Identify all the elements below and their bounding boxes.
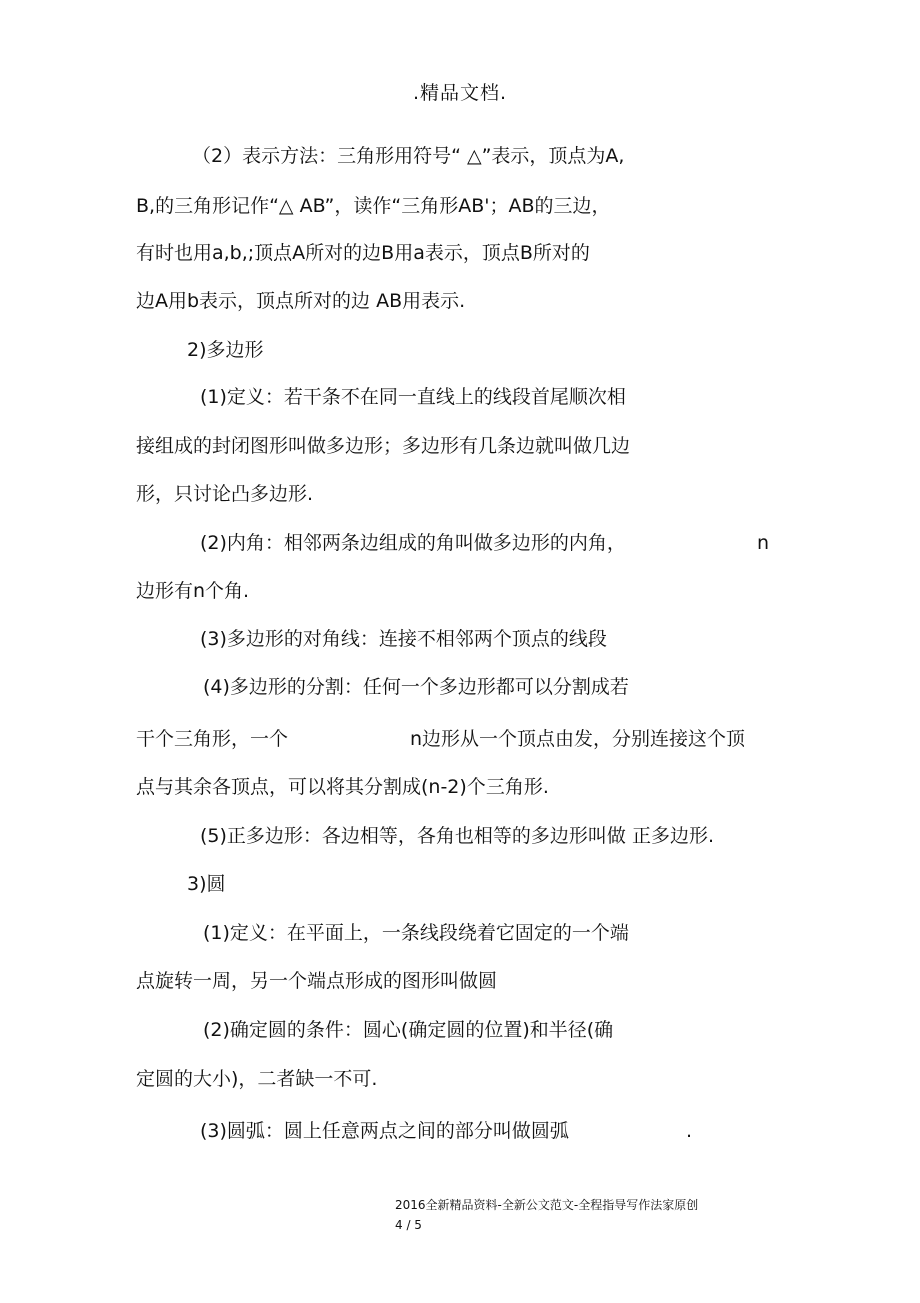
document-header: .精品文档. xyxy=(412,82,508,104)
section-heading: 2)多边形 xyxy=(187,339,264,361)
text-line: 有时也用a,b,;顶点A所对的边B用a表示，顶点B所对的 xyxy=(136,242,590,264)
footer-source: 2016全新精品资料-全新公文范文-全程指导写作法家原创 xyxy=(395,1198,699,1212)
text-line: (1)定义：若干条不在同一直线上的线段首尾顺次相 xyxy=(200,386,626,408)
text-line: 形，只讨论凸多边形. xyxy=(136,483,314,505)
text-line: n边形从一个顶点由发，分别连接这个顶 xyxy=(410,728,746,750)
text-line: (5)正多边形：各边相等，各角也相等的多边形叫做 正多边形. xyxy=(200,825,714,847)
text-line: 边A用b表示，顶点所对的边 AB用表示. xyxy=(136,290,466,312)
text-line: (2)内角：相邻两条边组成的角叫做多边形的内角， xyxy=(200,532,626,554)
text-line: (3)多边形的对角线：连接不相邻两个顶点的线段 xyxy=(200,628,607,650)
text-line: (3)圆弧：圆上任意两点之间的部分叫做圆弧 xyxy=(200,1120,569,1142)
text-line: 点与其余各顶点，可以将其分割成(n-2)个三角形. xyxy=(136,776,549,798)
text-line: 点旋转一周，另一个端点形成的图形叫做圆 xyxy=(136,970,498,992)
text-line: 边形有n个角. xyxy=(136,580,250,602)
text-line: (4)多边形的分割：任何一个多边形都可以分割成若 xyxy=(203,676,629,698)
text-line: 干个三角形，一个 xyxy=(136,728,289,750)
text-line: (2)确定圆的条件：圆心(确定圆的位置)和半径(确 xyxy=(203,1019,614,1041)
section-heading: 3)圆 xyxy=(187,873,226,895)
text-line: . xyxy=(686,1120,693,1142)
text-line: （2）表示方法：三角形用符号“ △”表示，顶点为A, xyxy=(192,145,625,167)
text-line: B,的三角形记作“△ AB”，读作“三角形AB'；AB的三边， xyxy=(136,195,611,217)
text-line: (1)定义：在平面上，一条线段绕着它固定的一个端 xyxy=(203,922,629,944)
text-line: 定圆的大小)，二者缺一不可. xyxy=(136,1068,378,1090)
text-line: n xyxy=(757,532,770,554)
text-line: 接组成的封闭图形叫做多边形；多边形有几条边就叫做几边 xyxy=(136,435,631,457)
page-number: 4 / 5 xyxy=(395,1218,422,1232)
